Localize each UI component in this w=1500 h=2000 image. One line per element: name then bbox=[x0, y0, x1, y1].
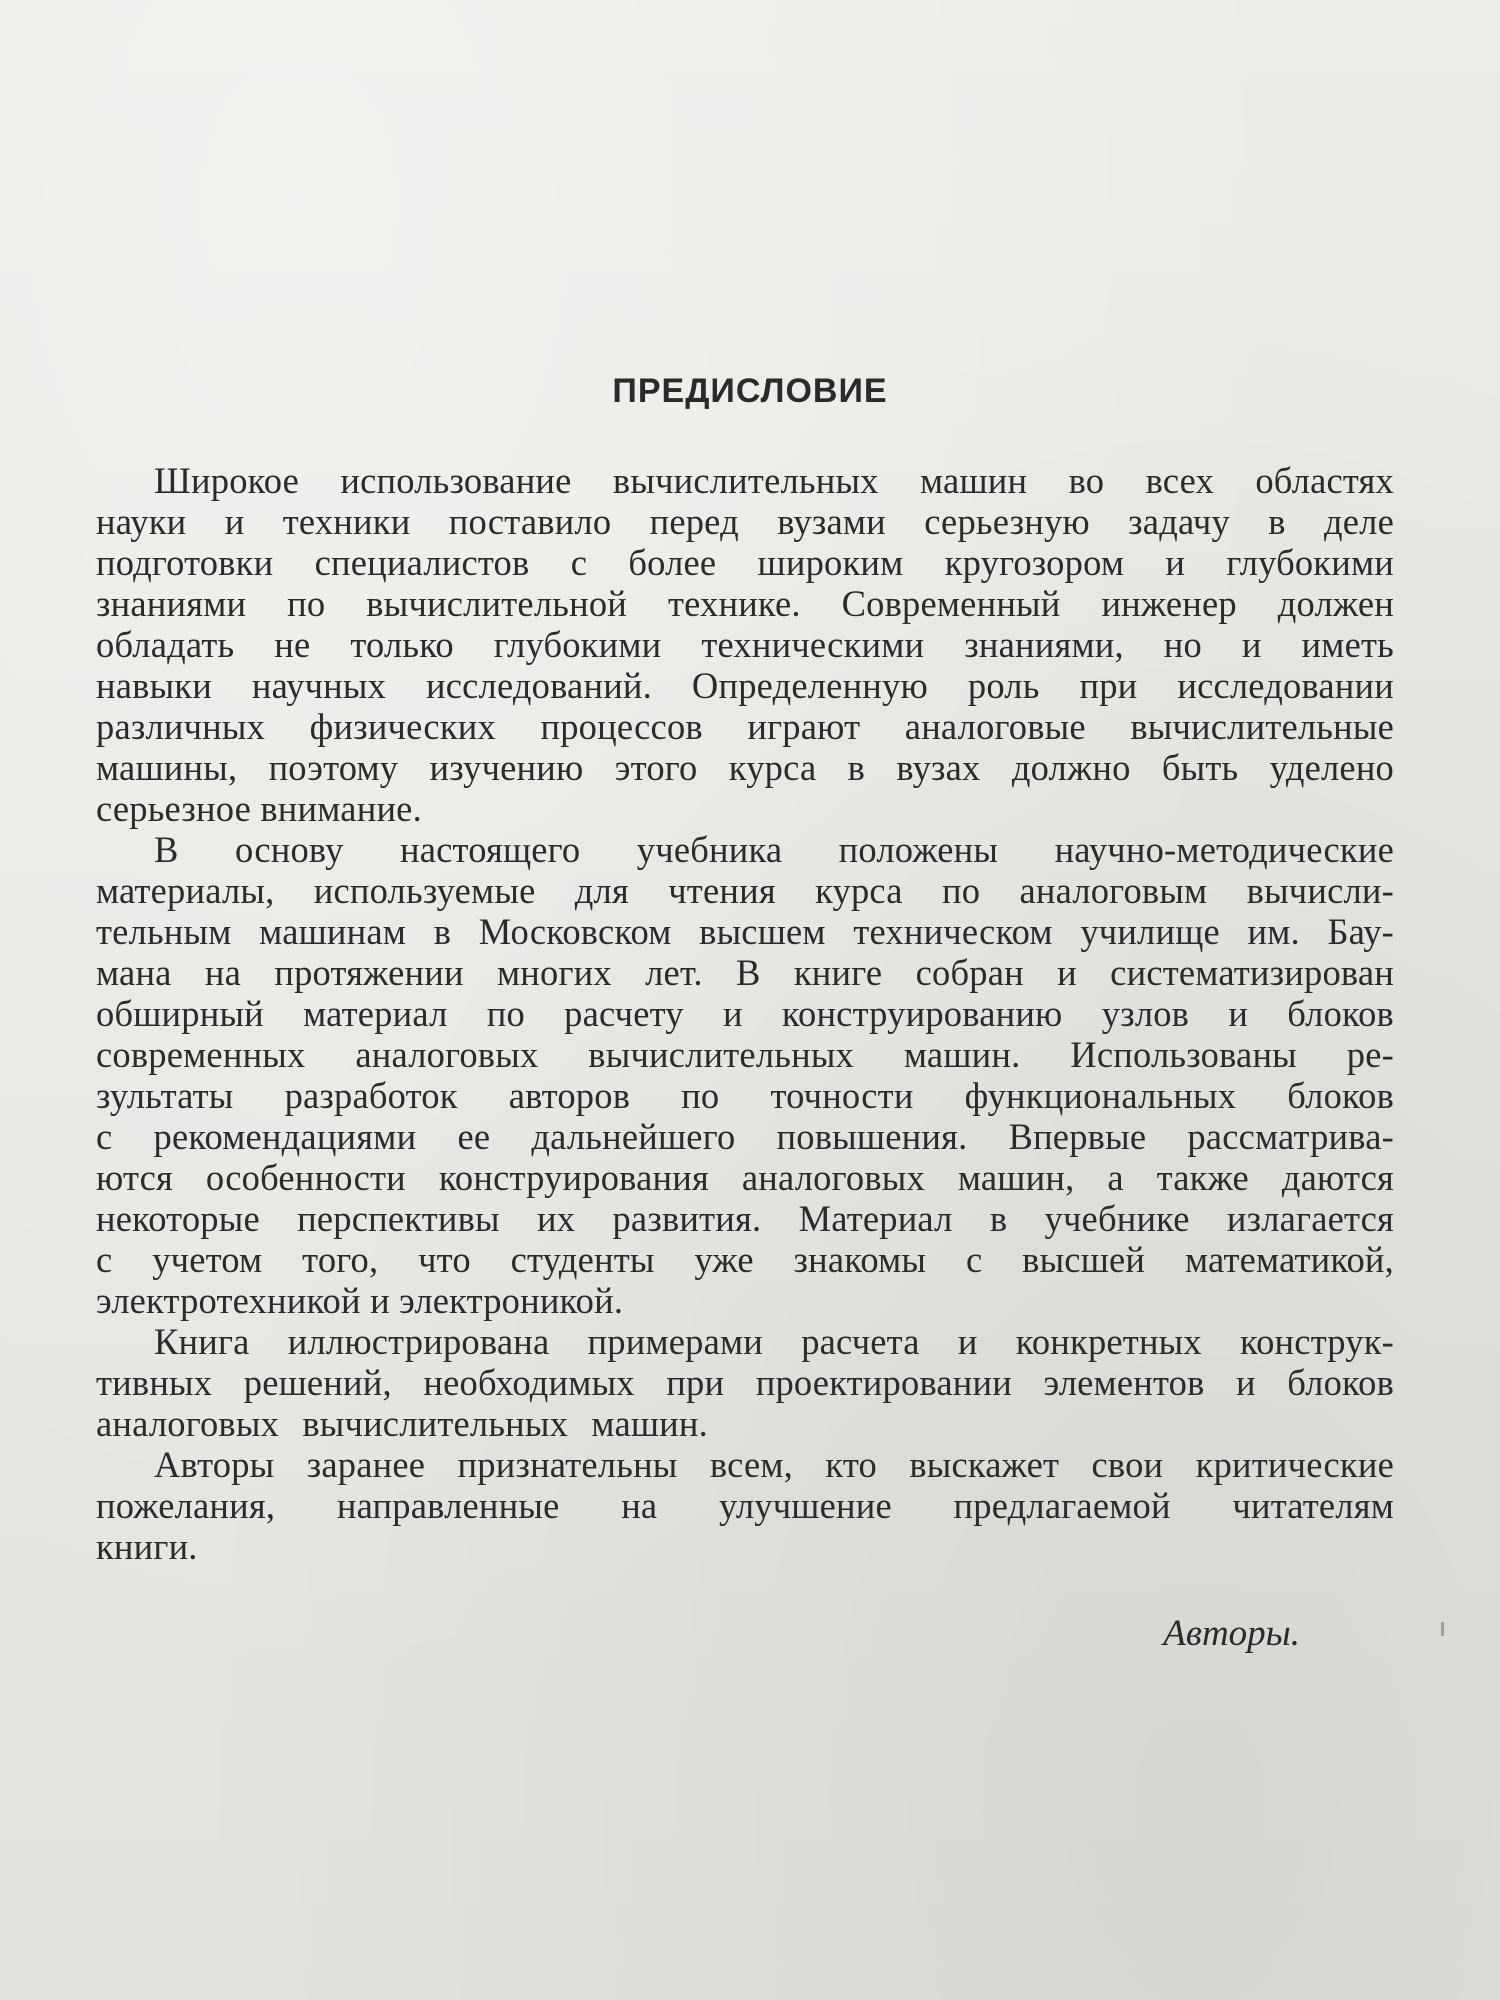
text-line: знаниями по вычислительной технике. Современный инженер должен bbox=[96, 583, 1394, 624]
preface-body bbox=[96, 460, 1394, 1567]
text-line: В основу настоящего учебника положены научно-методические bbox=[154, 829, 1394, 870]
signature: Авторы. bbox=[1163, 1613, 1300, 1654]
text-line: некоторые перспективы их развития. Материал в учебнике излагается bbox=[96, 1198, 1394, 1239]
text-line: подготовки специалистов с более широким кругозором и глубокими bbox=[96, 542, 1394, 583]
text-line: различных физических процессов играют аналоговые вычислительные bbox=[96, 706, 1394, 747]
text-line: тельным машинам в Московском высшем техническом училище им. Бау- bbox=[96, 911, 1394, 952]
text-line: Авторы заранее признательны всем, кто выскажет свои критические bbox=[154, 1444, 1394, 1485]
text-line: пожелания, направленные на улучшение предлагаемой читателям bbox=[96, 1485, 1394, 1526]
text-line: электротехникой и электроникой. bbox=[96, 1280, 624, 1321]
text-line: машины, поэтому изучению этого курса в вузах должно быть уделено bbox=[96, 747, 1394, 788]
text-line: навыки научных исследований. Определенную роль при исследовании bbox=[96, 665, 1394, 706]
text-line: зультаты разработок авторов по точности функциональных блоков bbox=[96, 1075, 1394, 1116]
text-line: мана на протяжении многих лет. В книге собран и систематизирован bbox=[96, 952, 1394, 993]
print-speck bbox=[1441, 1622, 1444, 1636]
page-title: ПРЕДИСЛОВИЕ bbox=[612, 372, 888, 410]
text-line: тивных решений, необходимых при проектировании элементов и блоков bbox=[96, 1362, 1394, 1403]
text-line: науки и техники поставило перед вузами серьезную задачу в деле bbox=[96, 501, 1394, 542]
text-line: обширный материал по расчету и конструированию узлов и блоков bbox=[96, 993, 1394, 1034]
text-line: обладать не только глубокими техническими знаниями, но и иметь bbox=[96, 624, 1394, 665]
text-line: с рекомендациями ее дальнейшего повышения. Впервые рассматрива- bbox=[96, 1116, 1394, 1157]
text-line: с учетом того, что студенты уже знакомы с высшей математикой, bbox=[96, 1239, 1394, 1280]
text-line: материалы, используемые для чтения курса по аналоговым вычисли- bbox=[96, 870, 1394, 911]
text-line: современных аналоговых вычислительных машин. Использованы ре- bbox=[96, 1034, 1394, 1075]
text-line: серьезное внимание. bbox=[96, 788, 422, 829]
text-line: Широкое использование вычислительных машин во всех областях bbox=[154, 460, 1394, 501]
text-line: Книга иллюстрирована примерами расчета и конкретных конструк- bbox=[154, 1321, 1394, 1362]
text-line: книги. bbox=[96, 1526, 198, 1567]
text-line: ются особенности конструирования аналоговых машин, а также даются bbox=[96, 1157, 1394, 1198]
text-line: аналоговых вычислительных машин. bbox=[96, 1403, 708, 1444]
